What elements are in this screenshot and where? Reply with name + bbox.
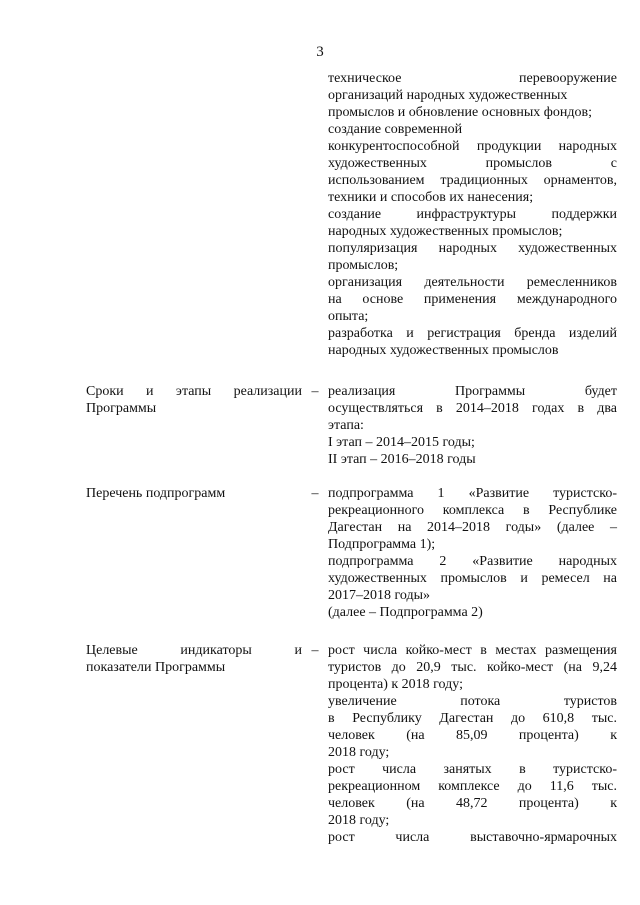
text-line: создание инфраструктуры поддержки	[328, 207, 617, 222]
text-line: рекреационном комплексе до 11,6 тыс.	[328, 779, 617, 794]
text-line: процента) к 2018 году;	[328, 677, 463, 692]
text-line: техническое перевооружение	[328, 71, 617, 86]
row-dash: –	[311, 643, 319, 658]
text-line: организаций народных художественных	[328, 88, 568, 103]
row-content	[328, 642, 617, 846]
text-line: конкурентоспособной продукции народных	[328, 139, 617, 154]
text-line: художественных промыслов и ремесел на	[328, 571, 617, 586]
text-line: I этап – 2014–2015 годы;	[328, 435, 475, 450]
text-line: разработка и регистрация бренда изделий	[328, 326, 617, 341]
row-label	[86, 485, 302, 502]
text-line: использованием традиционных орнаментов,	[328, 173, 617, 188]
row-dash: –	[311, 384, 319, 399]
text-line: 2017–2018 годы»	[328, 588, 431, 603]
text-line: народных художественных промыслов	[328, 343, 559, 358]
row-content	[328, 383, 617, 468]
row-label	[86, 642, 302, 676]
row-label-line: Перечень подпрограмм	[86, 486, 226, 501]
text-line: подпрограмма 2 «Развитие народных	[328, 554, 617, 569]
text-line: Подпрограмма 1);	[328, 537, 436, 552]
text-line: рост числа занятых в туристско-	[328, 762, 617, 777]
row-content	[328, 485, 617, 621]
row-label-line: Сроки и этапы реализации	[86, 384, 302, 399]
row-label-line: Программы	[86, 401, 157, 416]
text-line: популяризация народных художественных	[328, 241, 617, 256]
row-label-line: Целевые индикаторы и	[86, 643, 302, 658]
page-number: 3	[316, 44, 324, 60]
text-line: Дагестан на 2014–2018 годы» (далее –	[328, 520, 617, 535]
text-line: подпрограмма 1 «Развитие туристско-	[328, 486, 617, 501]
top-block-content	[328, 70, 617, 359]
text-line: 2018 году;	[328, 745, 390, 760]
text-line: промыслов и обновление основных фондов;	[328, 105, 592, 120]
text-line: народных художественных промыслов;	[328, 224, 563, 239]
row-dash: –	[311, 486, 319, 501]
text-line: на основе применения международного	[328, 292, 617, 307]
text-line: (далее – Подпрограмма 2)	[328, 605, 483, 620]
text-line: в Республику Дагестан до 610,8 тыс.	[328, 711, 617, 726]
text-line: II этап – 2016–2018 годы	[328, 452, 476, 467]
text-line: этапа:	[328, 418, 364, 433]
row-label	[86, 383, 302, 417]
text-line: осуществляться в 2014–2018 годах в два	[328, 401, 617, 416]
text-line: реализация Программы будет	[328, 384, 617, 399]
text-line: рост числа койко-мест в местах размещения	[328, 643, 617, 658]
text-line: техники и способов их нанесения;	[328, 190, 534, 205]
text-line: человек (на 85,09 процента) к	[328, 728, 617, 743]
text-line: художественных промыслов с	[328, 156, 617, 171]
text-line: промыслов;	[328, 258, 399, 273]
text-line: рост числа выставочно-ярмарочных	[328, 830, 617, 845]
text-line: 2018 году;	[328, 813, 390, 828]
row-label-line: показатели Программы	[86, 660, 226, 675]
text-line: туристов до 20,9 тыс. койко-мест (на 9,24	[328, 660, 617, 675]
text-line: опыта;	[328, 309, 369, 324]
text-line: создание современной	[328, 122, 463, 137]
text-line: организация деятельности ремесленников	[328, 275, 617, 290]
text-line: человек (на 48,72 процента) к	[328, 796, 617, 811]
text-line: рекреационного комплекса в Республике	[328, 503, 617, 518]
text-line: увеличение потока туристов	[328, 694, 617, 709]
